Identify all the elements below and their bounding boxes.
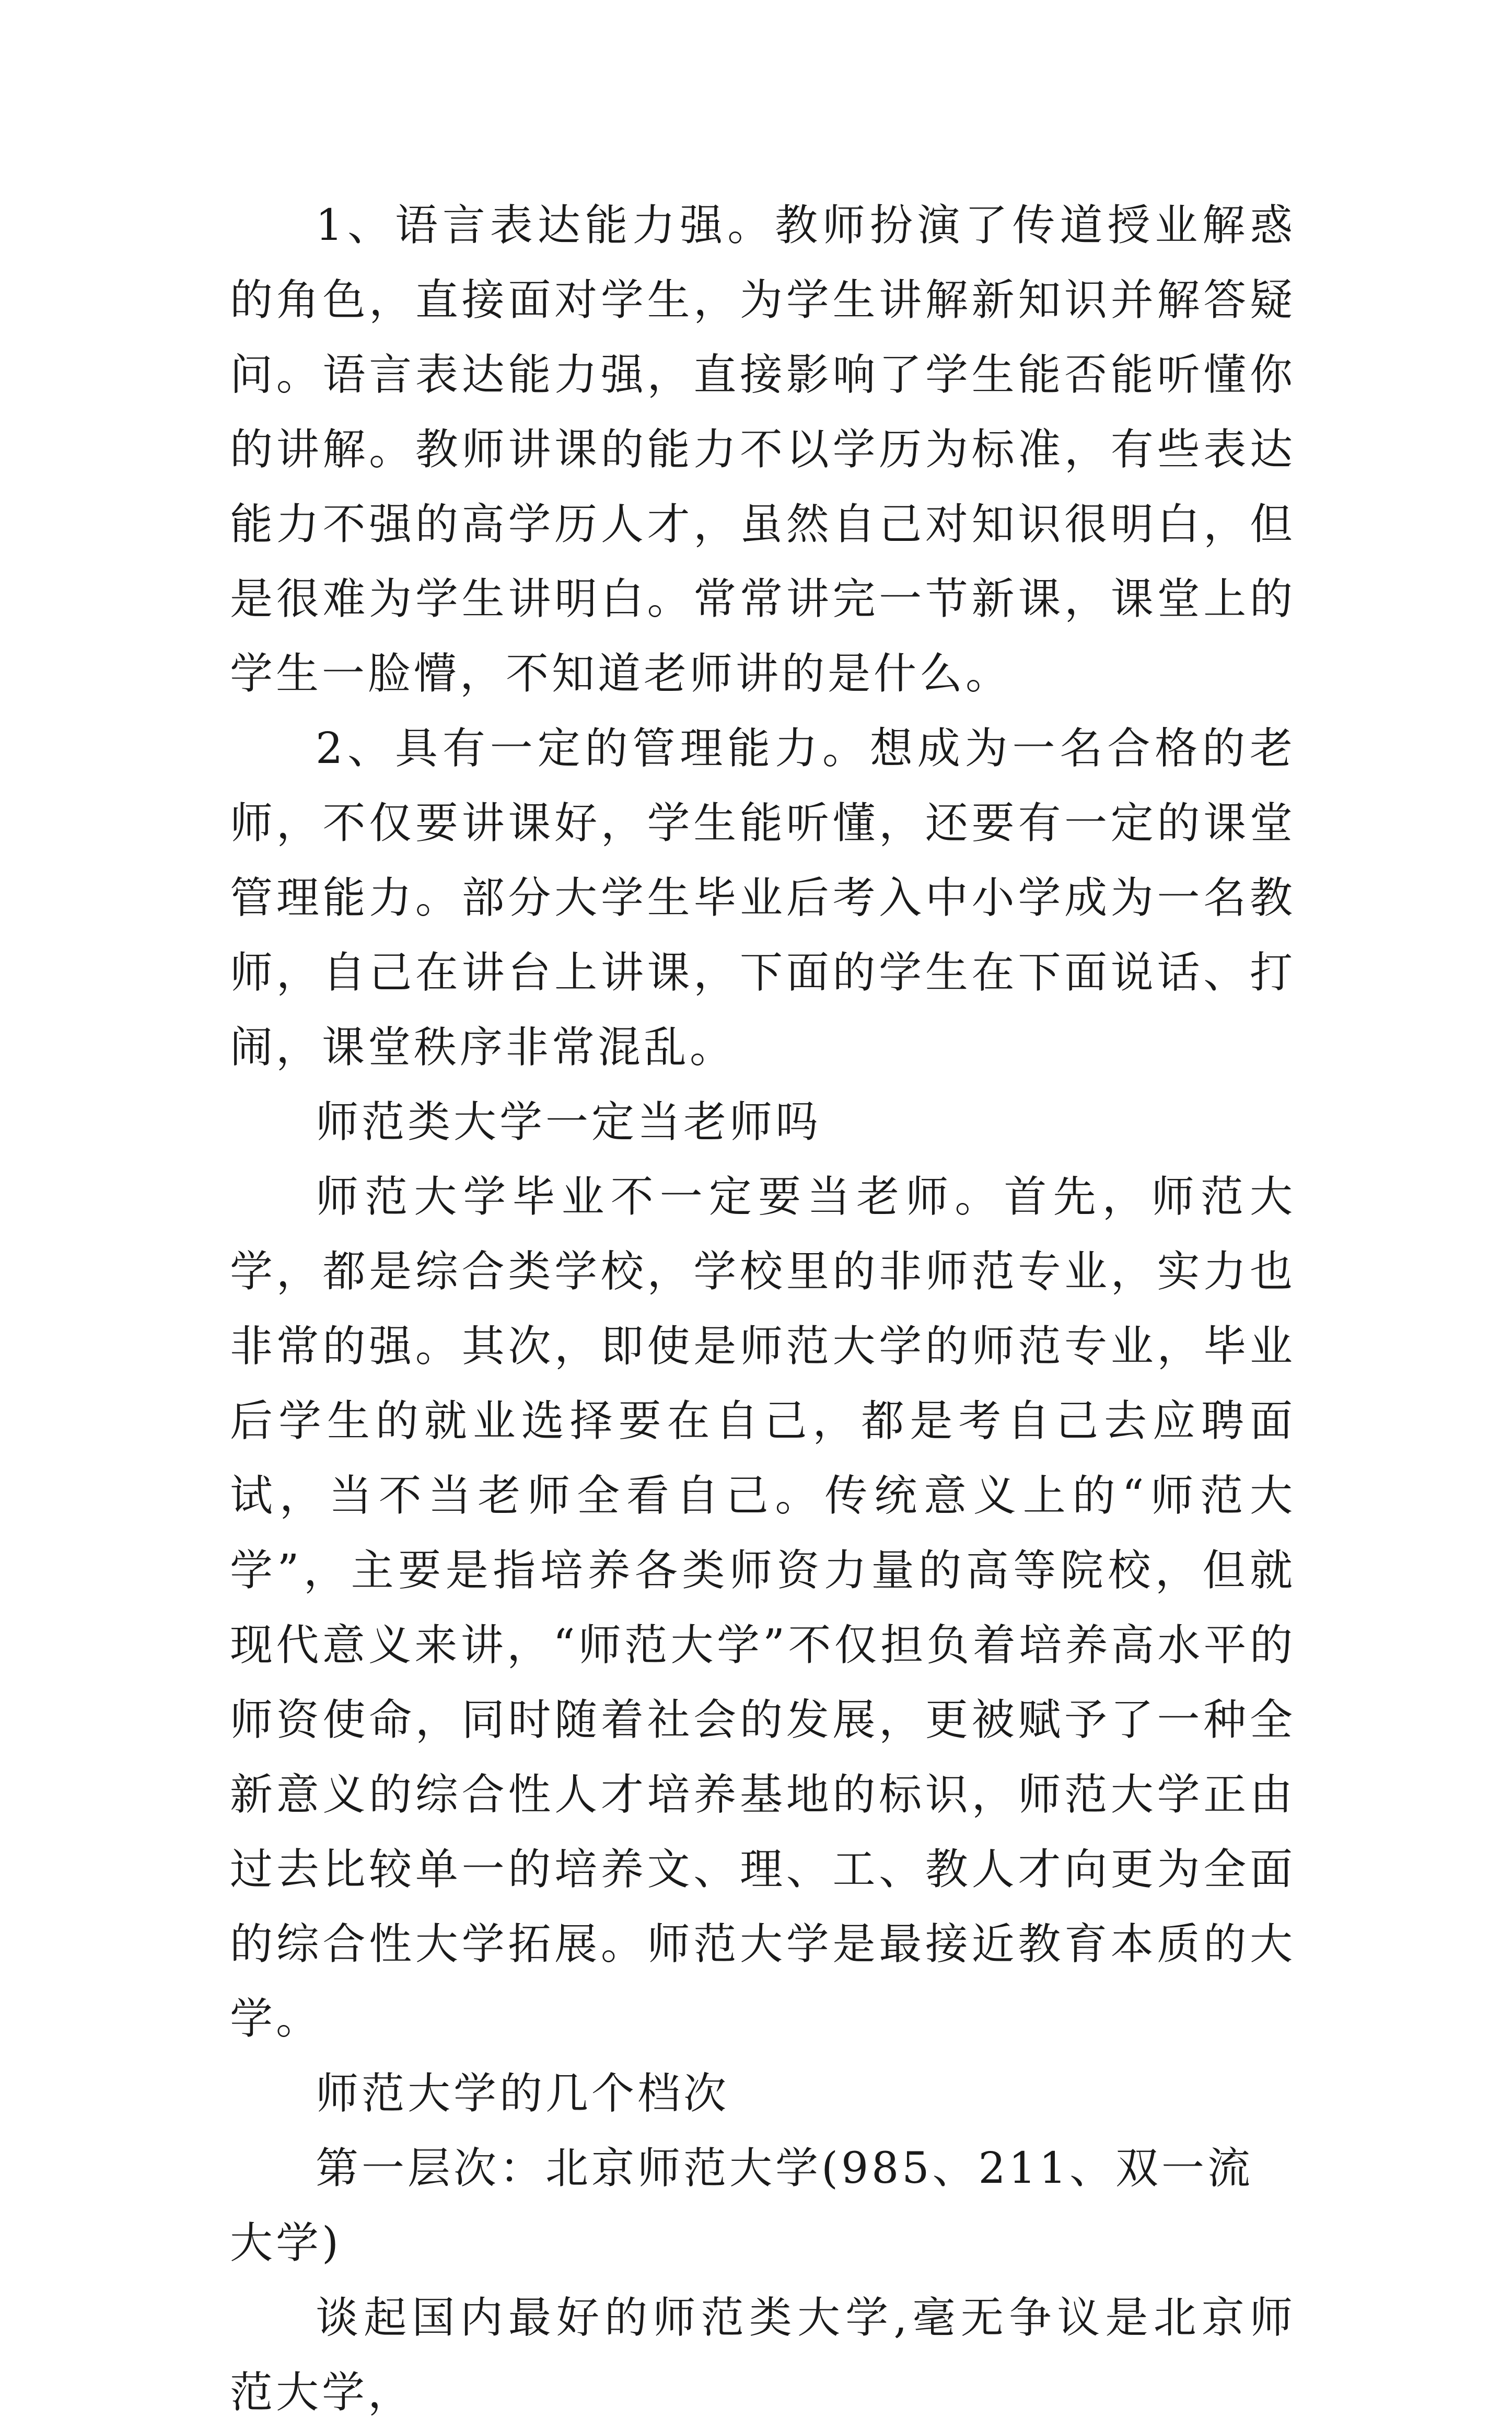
section-heading-university-tiers: 师范大学的几个档次	[316, 2069, 730, 2119]
section-heading-must-be-teacher: 师范类大学一定当老师吗	[316, 1097, 822, 1147]
paragraph-language-ability: 1、语言表达能力强。教师扮演了传道授业解惑的角色，直接面对学生，为学生讲解新知识并解答疑问。语言表达能力强，直接影响了学生能否能听懂你的讲解。教师讲课的能力不以学历为标准，有些表达能力不强的高学历人才，虽然自己对知识很明白，但是很难为学生讲明白。常常讲完一节新课，课堂上的学生一脸懵，不知道老师讲的是什么。	[230, 201, 1296, 699]
paragraph-not-necessarily-teacher: 师范大学毕业不一定要当老师。首先，师范大学，都是综合类学校，学校里的非师范专业，实力也非常的强。其次，即使是师范大学的师范专业，毕业后学生的就业选择要在自己，都是考自己去应聘面试，当不当老师全看自己。传统意义上的“师范大学”，主要是指培养各类师资力量的高等院校，但就现代意义来讲，“师范大学”不仅担负着培养高水平的师资使命，同时随着社会的发展，更被赋予了一种全新意义的综合性人才培养基地的标识，师范大学正由过去比较单一的培养文、理、工、教人才向更为全面的综合性大学拓展。师范大学是最接近教育本质的大学。	[230, 1172, 1296, 2044]
paragraph-best-normal-university: 谈起国内最好的师范类大学,毫无争议是北京师范大学，	[230, 2293, 1296, 2417]
document-body	[230, 188, 1296, 2430]
section-heading-first-tier: 第一层次：北京师范大学(985、211、双一流大学)	[230, 2144, 1254, 2268]
paragraph-management-ability: 2、具有一定的管理能力。想成为一名合格的老师，不仅要讲课好，学生能听懂，还要有一定的课堂管理能力。部分大学生毕业后考入中小学成为一名教师，自己在讲台上讲课，下面的学生在下面说话、打闹，课堂秩序非常混乱。	[230, 724, 1296, 1072]
